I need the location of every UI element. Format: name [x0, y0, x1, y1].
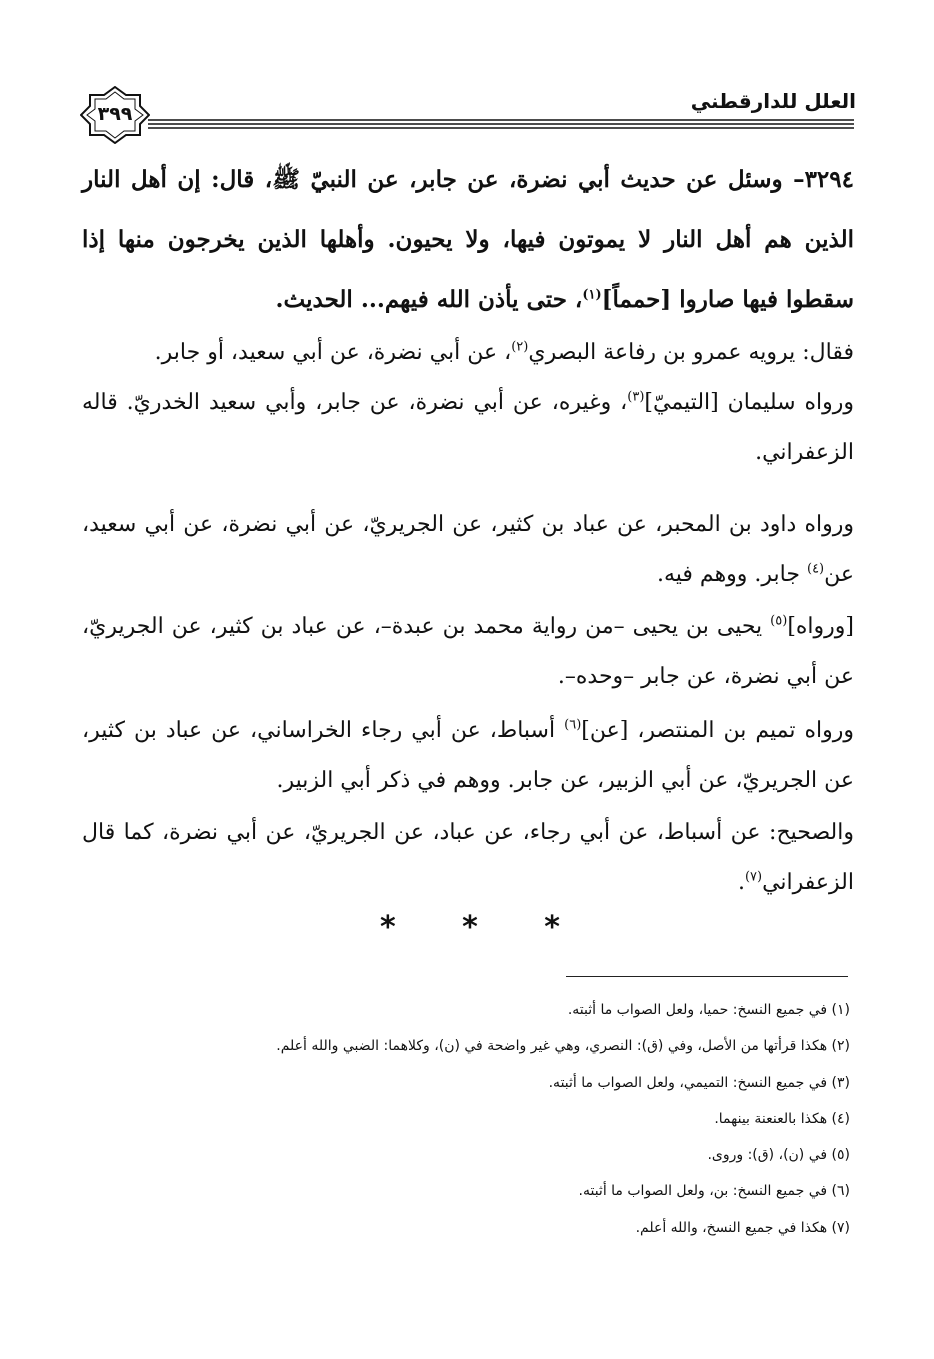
header-rule	[148, 118, 854, 130]
footnote-ref: (٣)	[627, 389, 645, 405]
entry-number: ٣٢٩٤	[804, 166, 854, 193]
asterisk-icon: *	[544, 910, 560, 945]
footnote-item: (٣) في جميع النسخ: التميمي، ولعل الصواب ما أثبته.	[548, 1074, 850, 1091]
entry-text: – وسئل عن حديث أبي نضرة، عن جابر، عن النبيّ ﷺ، قال: إن أهل النار الذين هم أهل النار لا يموتون فيها، ولا يحيون. وأهلها الذين يخرجون منها إذا سقطوا فيها صاروا [حمماً]	[82, 166, 854, 313]
asterisk-icon: *	[462, 910, 478, 945]
footnote-divider	[566, 976, 848, 977]
footnote-item: (٤) هكذا بالعنعنة بينهما.	[714, 1110, 850, 1127]
answer-paragraph	[82, 808, 854, 908]
asterisk-icon: *	[380, 910, 396, 945]
page-number: ٣٩٩	[97, 103, 133, 125]
answer-text: [ورواه]	[787, 614, 854, 639]
answer-paragraph	[82, 328, 854, 478]
section-separator	[380, 910, 560, 945]
footnote-ref: (٦)	[564, 717, 582, 733]
running-header-title: العلل للدارقطني	[690, 89, 856, 113]
answer-text: ، وغيره، عن أبي نضرة، عن جابر، وأبي سعيد الخدريّ. قاله الزعفراني.	[82, 390, 854, 465]
answer-text: ورواه داود بن المحبر، عن عباد بن كثير، عن الجريريّ، عن أبي نضرة، عن أبي سعيد، عن	[82, 512, 854, 587]
footnote-ref: (٢)	[511, 339, 529, 355]
footnotes-list	[100, 992, 850, 1246]
answer-text: .	[737, 870, 745, 895]
answer-text: يحيى بن يحيى –من رواية محمد بن عبدة–، عن عباد بن كثير، عن الجريريّ، عن أبي نضرة، عن جابر –وحده–.	[82, 614, 854, 689]
answer-text: ورواه تميم بن المنتصر، [عن]	[581, 718, 854, 743]
answer-text: فقال: يرويه عمرو بن رفاعة البصري	[528, 340, 854, 365]
entry-text-end: ، حتى يأذن الله فيهم... الحديث.	[275, 286, 583, 313]
footnote-item: (٧) هكذا في جميع النسخ، والله أعلم.	[635, 1219, 850, 1236]
footnote-item: (٥) في (ن)، (ق): وروى.	[707, 1147, 850, 1164]
footnote-ref: (٤)	[806, 561, 825, 577]
answer-text: جابر. ووهم فيه.	[657, 562, 807, 587]
answer-text: ورواه سليمان [التيميّ]	[644, 390, 854, 415]
answer-text: والصحيح: عن أسباط، عن أبي رجاء، عن عباد، عن الجريريّ، عن أبي نضرة، كما قال الزعفراني	[82, 820, 854, 895]
footnote-ref: (١)	[582, 287, 602, 303]
footnote-ref: (٥)	[770, 613, 788, 629]
answer-paragraph	[82, 706, 854, 806]
entry-question	[82, 150, 854, 330]
answer-paragraph	[82, 602, 854, 702]
page-number-badge	[80, 86, 150, 144]
answer-text: ، عن أبي نضرة، عن أبي سعيد، أو جابر.	[154, 340, 512, 365]
answer-paragraph	[82, 500, 854, 600]
answer-text: أسباط، عن أبي رجاء الخراساني، عن عباد بن كثير، عن الجريريّ، عن أبي الزبير، عن جابر. ووهم في ذكر أبي الزبير.	[82, 718, 854, 793]
footnote-ref: (٧)	[744, 869, 763, 885]
footnote-item: (٢) هكذا قرأتها من الأصل، وفي (ق): النصري، وهي غير واضحة في (ن)، وكلاهما: الضبي والله أعلم.	[276, 1038, 850, 1055]
footnote-item: (١) في جميع النسخ: حميا، ولعل الصواب ما أثبته.	[567, 1002, 850, 1018]
footnote-item: (٦) في جميع النسخ: بن، ولعل الصواب ما أثبته.	[578, 1183, 850, 1200]
